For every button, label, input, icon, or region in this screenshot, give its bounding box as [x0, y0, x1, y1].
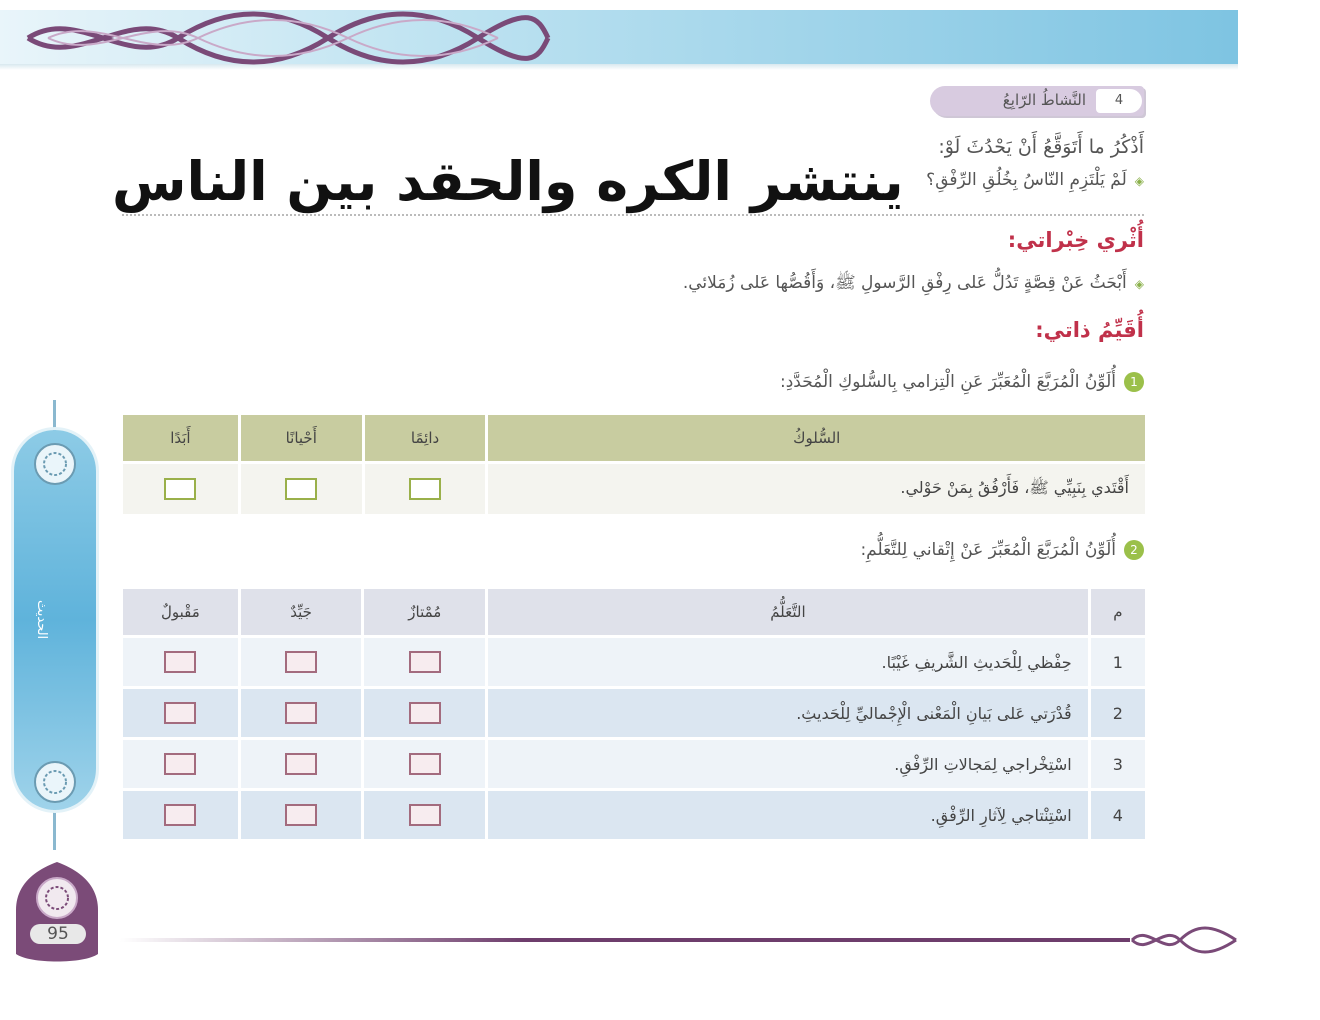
checkbox-acceptable[interactable] [164, 651, 196, 673]
checkbox-always[interactable] [409, 478, 441, 500]
checkbox-acceptable[interactable] [164, 753, 196, 775]
eval-item-1-text: أُلَوِّنُ الْمُرَبَّعَ الْمُعَبِّرَ عَنِ الْتِزامي بِالسُّلوكِ الْمُحَدَّدِ: [779, 372, 1116, 392]
page-number: 95 [30, 924, 86, 944]
col-acceptable: مَقْبولٌ [123, 589, 238, 635]
checkbox-never[interactable] [164, 478, 196, 500]
checkbox-excellent[interactable] [409, 651, 441, 673]
row-number: 3 [1091, 740, 1145, 788]
col-excellent: مُمْتازٌ [364, 589, 485, 635]
footer-line [120, 938, 1130, 942]
checkbox-sometimes[interactable] [285, 478, 317, 500]
behavior-text: أَقْتَدي بِنَبِيِّي ﷺ، فَأَرْفُقُ بِمَنْ حَوْلي. [488, 464, 1145, 514]
diamond-bullet-icon: ◈ [1134, 277, 1144, 291]
question-sub-text: لَمْ يَلْتَزِمِ النّاسُ بِخُلُقِ الرِّفْقِ؟ [926, 170, 1127, 190]
row-number: 4 [1091, 791, 1145, 839]
row-text: اسْتِخْراجي لِمَجالاتِ الرِّفْقِ. [488, 740, 1088, 788]
eval-item-2 [860, 540, 1144, 560]
table-row [123, 638, 1145, 686]
table-header-row [123, 415, 1145, 461]
table-header-row [123, 589, 1145, 635]
braid-ornament-icon [1128, 922, 1238, 958]
checkbox-excellent[interactable] [409, 804, 441, 826]
checkbox-good[interactable] [285, 804, 317, 826]
item-number-badge: 1 [1124, 372, 1144, 392]
row-text: حِفْظي لِلْحَديثِ الشَّريفِ غَيْبًا. [488, 638, 1088, 686]
self-eval-heading: أُقَيِّمُ ذاتي: [1035, 318, 1144, 342]
eval-item-1 [780, 372, 1144, 392]
checkbox-good[interactable] [285, 753, 317, 775]
behavior-table [120, 412, 1148, 517]
medallion-icon [20, 756, 90, 808]
cell-sometimes [241, 464, 362, 514]
handwritten-answer[interactable]: ينتشر الكره والحقد بين الناس [112, 150, 904, 213]
enrich-text [683, 272, 1144, 297]
checkbox-acceptable[interactable] [164, 702, 196, 724]
page-medallion-icon [14, 858, 100, 968]
table-row [123, 791, 1145, 839]
row-number: 2 [1091, 689, 1145, 737]
side-label: الحديث [34, 600, 49, 640]
eval-item-2-text: أُلَوِّنُ الْمُرَبَّعَ الْمُعَبِّرَ عَنْ إِتْقاني لِلتَّعَلُّمِ: [860, 540, 1116, 560]
activity-number: 4 [1096, 89, 1142, 113]
table-row [123, 689, 1145, 737]
enrich-text-content: أَبْحَثُ عَنْ قِصَّةٍ تَدُلُّ عَلى رِفْقِ الرَّسولِ ﷺ، وَأَقُصُّها عَلى زُمَلائي. [682, 273, 1127, 293]
activity-header [930, 86, 1144, 116]
enrich-heading: أُثْري خِبْراتي: [1007, 228, 1144, 252]
cell-never [123, 464, 238, 514]
col-never: أَبَدًا [123, 415, 238, 461]
col-sometimes: أَحْيانًا [241, 415, 362, 461]
braid-ornament-icon [18, 6, 558, 70]
medallion-icon [20, 438, 90, 490]
answer-line [122, 214, 1144, 216]
checkbox-excellent[interactable] [409, 753, 441, 775]
table-row [123, 464, 1145, 514]
col-num: م [1091, 589, 1145, 635]
col-good: جَيِّدٌ [241, 589, 362, 635]
row-text: قُدْرَتي عَلى بَيانِ الْمَعْنى الْإِجْماليِّ لِلْحَديثِ. [488, 689, 1088, 737]
item-number-badge: 2 [1124, 540, 1144, 560]
checkbox-excellent[interactable] [409, 702, 441, 724]
activity-title: النَّشاطُ الرّابِعُ [1002, 91, 1086, 109]
row-text: اسْتِنْتاجي لِآثارِ الرِّفْقِ. [488, 791, 1088, 839]
learning-table [120, 586, 1148, 842]
question-sub [926, 170, 1144, 190]
cell-always [365, 464, 486, 514]
row-number: 1 [1091, 638, 1145, 686]
checkbox-good[interactable] [285, 702, 317, 724]
table-row [123, 740, 1145, 788]
col-learning: التَّعَلُّمُ [488, 589, 1088, 635]
col-behavior: السُّلوكُ [488, 415, 1145, 461]
col-always: دائِمًا [365, 415, 486, 461]
checkbox-acceptable[interactable] [164, 804, 196, 826]
diamond-bullet-icon: ◈ [1134, 174, 1144, 188]
question-prompt: أَذْكُرُ ما أَتَوَقَّعُ أَنْ يَحْدُثَ لَوْ: [938, 136, 1144, 158]
checkbox-good[interactable] [285, 651, 317, 673]
